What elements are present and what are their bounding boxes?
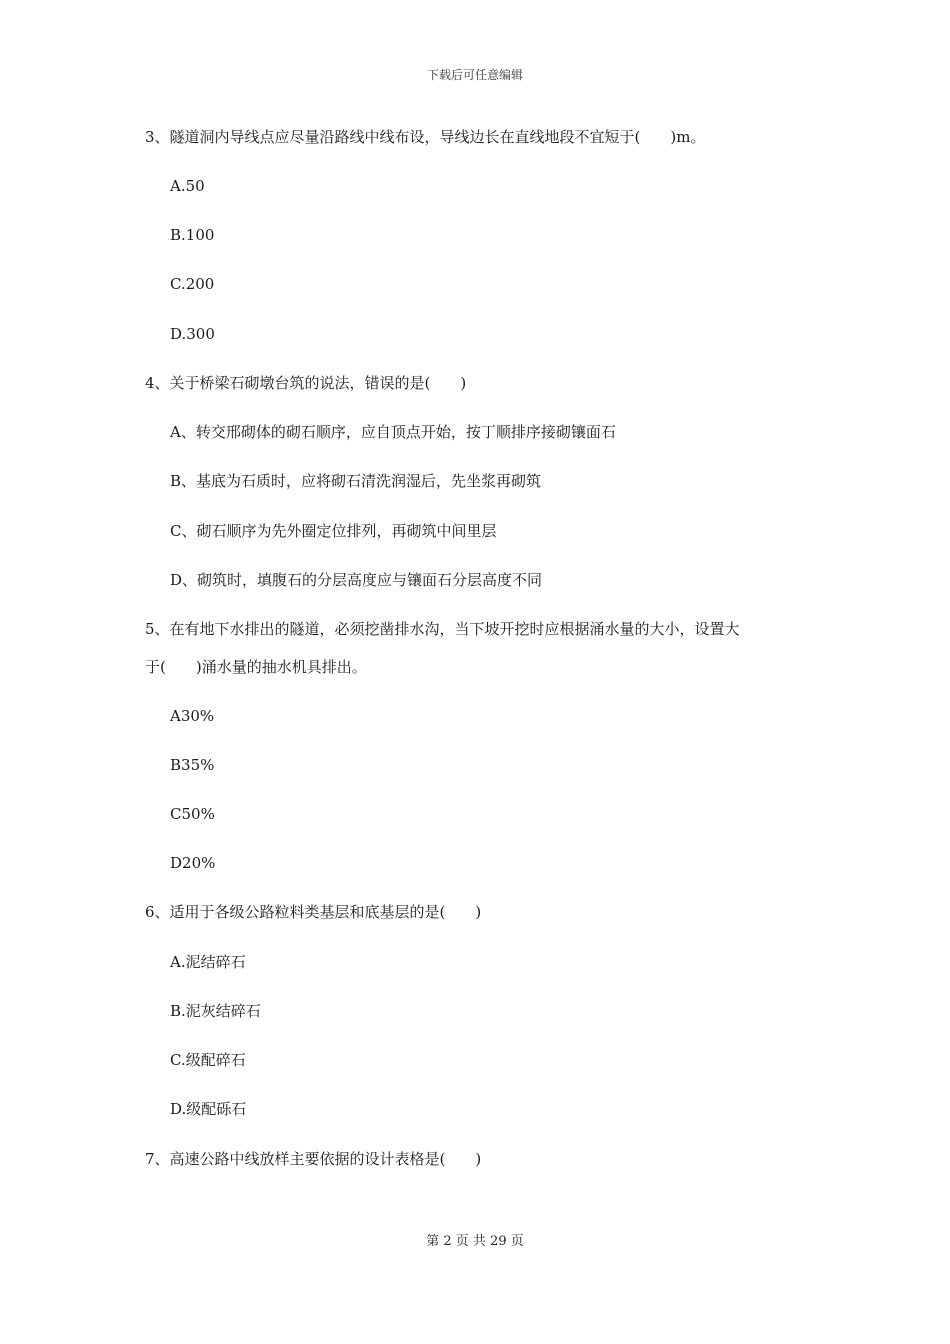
question-6-stem: 6、适用于各级公路粒料类基层和底基层的是( ) bbox=[145, 903, 482, 921]
question-4-option-d: D、砌筑时，填腹石的分层高度应与镶面石分层高度不同 bbox=[170, 571, 543, 589]
question-5-option-c: C50% bbox=[170, 805, 215, 823]
question-6-option-c: C.级配碎石 bbox=[170, 1051, 246, 1069]
question-7-stem: 7、高速公路中线放样主要依据的设计表格是( ) bbox=[145, 1150, 482, 1168]
question-3-option-a: A.50 bbox=[170, 177, 205, 195]
question-5-option-d: D20% bbox=[170, 854, 216, 872]
question-5-stem-line-2: 于( )涌水量的抽水机具排出。 bbox=[145, 658, 367, 676]
question-4-option-b: B、基底为石质时，应将砌石清洗润湿后，先坐浆再砌筑 bbox=[170, 472, 542, 490]
question-6-option-a: A.泥结碎石 bbox=[170, 953, 246, 971]
page-footer: 第 2 页 共 29 页 bbox=[426, 1234, 524, 1249]
question-4-option-c: C、砌石顺序为先外圈定位排列，再砌筑中间里层 bbox=[170, 522, 497, 540]
question-4-option-a: A、转交邢砌体的砌石顺序，应自顶点开始，按丁顺排序接砌镶面石 bbox=[170, 423, 616, 441]
question-3-option-d: D.300 bbox=[170, 325, 215, 343]
question-5-stem-line-1: 5、在有地下水排出的隧道，必须挖凿排水沟，当下坡开挖时应根据涌水量的大小，设置大 bbox=[145, 620, 740, 638]
question-4-stem: 4、关于桥梁石砌墩台筑的说法，错误的是( ) bbox=[145, 374, 467, 392]
question-6-option-d: D.级配砾石 bbox=[170, 1100, 247, 1118]
question-3-option-b: B.100 bbox=[170, 226, 215, 244]
question-5-option-a: A30% bbox=[170, 707, 215, 725]
page-header: 下载后可任意编辑 bbox=[426, 68, 523, 82]
question-3-stem: 3、隧道洞内导线点应尽量沿路线中线布设，导线边长在直线地段不宜短于( )m。 bbox=[145, 128, 706, 146]
question-6-option-b: B.泥灰结碎石 bbox=[170, 1002, 261, 1020]
question-3-option-c: C.200 bbox=[170, 275, 215, 293]
question-5-option-b: B35% bbox=[170, 756, 215, 774]
